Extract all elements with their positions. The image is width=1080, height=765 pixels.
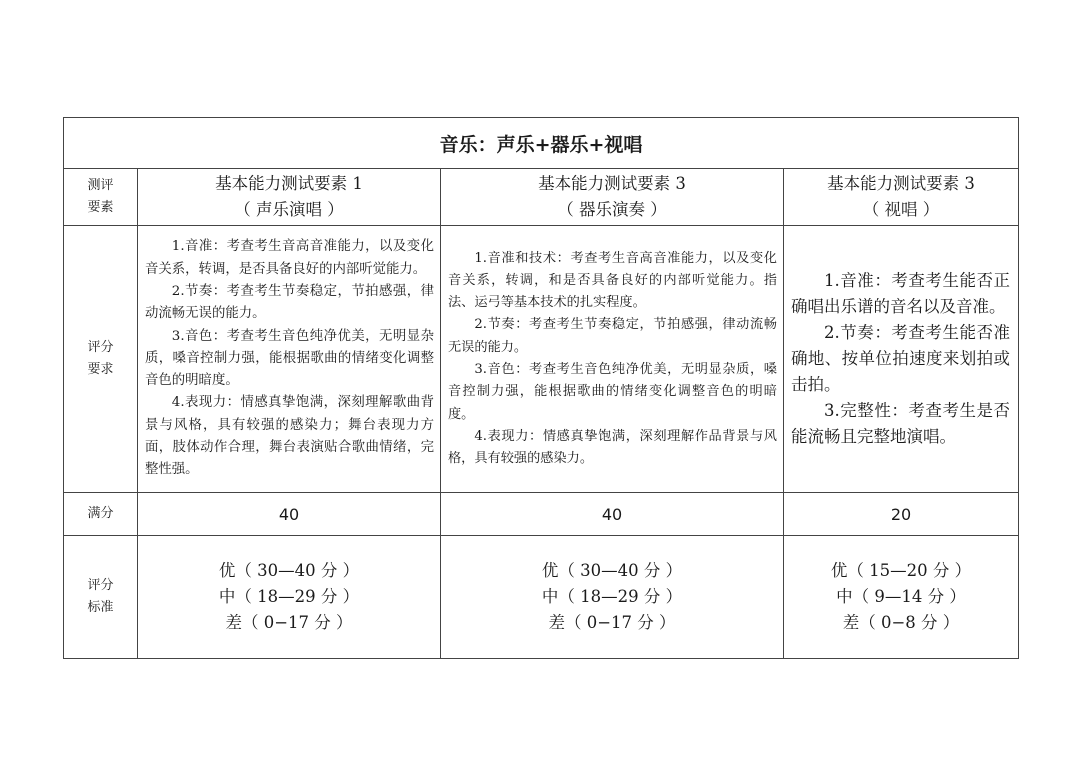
- full-score-vocal: 40: [138, 493, 441, 536]
- grade-excellent: 优（ 30—40 分 ）: [541, 561, 683, 580]
- criterion-rhythm: 2.节奏：考查考生节奏稳定，节拍感强，律动流畅无误的能力。: [145, 283, 434, 322]
- element-label-line2: 要素: [87, 200, 114, 215]
- criterion-timbre: 3.音色：考查考生音色纯净优美，无明显杂质，嗓音控制力强，能根据歌曲的情绪变化调整音色的明暗度。: [145, 328, 434, 389]
- element-row: [64, 169, 1019, 226]
- criterion-rhythm: 2.节奏：考查考生节奏稳定，节拍感强，律动流畅无误的能力。: [448, 317, 777, 355]
- criterion-completeness: 3.完整性：考查考生是否能流畅且完整地演唱。: [791, 401, 1011, 446]
- element-label: [64, 169, 138, 226]
- criteria-instrumental: [441, 226, 784, 493]
- criterion-pitch: 1.音准：考查考生能否正确唱出乐谱的音名以及音准。: [791, 271, 1011, 316]
- criterion-rhythm: 2.节奏：考查考生能否准确地、按单位拍速度来划拍或击拍。: [791, 323, 1011, 394]
- grade-medium: 中（ 9—14 分 ）: [836, 587, 966, 606]
- grade-row: [64, 536, 1019, 659]
- grade-excellent: 优（ 30—40 分 ）: [218, 561, 360, 580]
- table-title: 音乐：声乐+器乐+视唱: [64, 118, 1019, 169]
- criteria-row: [64, 226, 1019, 493]
- criterion-expression: 4.表现力：情感真挚饱满，深刻理解歌曲背景与风格，具有较强的感染力；舞台表现力方面，肢体动作合理，舞台表演贴合歌曲情绪，完整性强。: [145, 395, 434, 478]
- criterion-expression: 4.表现力：情感真挚饱满，深刻理解作品背景与风格，具有较强的感染力。: [448, 428, 777, 467]
- element-label-line1: 测评: [87, 178, 114, 193]
- grade-label: [64, 536, 138, 659]
- grade-medium: 中（ 18—29 分 ）: [541, 587, 683, 606]
- column-header-subtitle: （ 视唱 ）: [862, 200, 940, 219]
- grade-poor: 差（ 0−8 分 ）: [842, 613, 960, 632]
- grade-poor: 差（ 0−17 分 ）: [225, 613, 353, 632]
- score-label: 满分: [64, 493, 138, 536]
- criteria-label: [64, 226, 138, 493]
- criterion-timbre: 3.音色：考查考生音色纯净优美，无明显杂质，嗓音控制力强，能根据歌曲的情绪变化调整音色的明暗度。: [448, 362, 777, 422]
- column-header-title: 基本能力测试要素 3: [827, 174, 975, 193]
- grade-poor: 差（ 0−17 分 ）: [548, 613, 676, 632]
- column-header-vocal: [138, 169, 441, 226]
- grade-label-line2: 标准: [87, 600, 114, 615]
- grades-vocal: [138, 536, 441, 659]
- score-row: [64, 493, 1019, 536]
- column-header-subtitle: （ 声乐演唱 ）: [234, 200, 344, 219]
- criteria-vocal: [138, 226, 441, 493]
- criterion-pitch: 1.音准：考查考生音高音准能力，以及变化音关系，转调，是否具备良好的内部听觉能力。: [145, 239, 434, 277]
- criteria-label-line1: 评分: [87, 340, 114, 355]
- column-header-subtitle: （ 器乐演奏 ）: [557, 200, 667, 219]
- criteria-sight-singing: [784, 226, 1019, 493]
- title-row: [64, 118, 1019, 169]
- criterion-pitch-technique: 1.音准和技术：考查考生音高音准能力，以及变化音关系，转调，和是否具备良好的内部听觉能力。指法、运弓等基本技术的扎实程度。: [448, 250, 777, 311]
- grades-sight-singing: [784, 536, 1019, 659]
- grade-label-line1: 评分: [87, 578, 114, 593]
- criteria-label-line2: 要求: [87, 362, 114, 377]
- column-header-title: 基本能力测试要素 3: [538, 174, 686, 193]
- grade-excellent: 优（ 15—20 分 ）: [830, 561, 972, 580]
- grades-instrumental: [441, 536, 784, 659]
- grade-medium: 中（ 18—29 分 ）: [218, 587, 360, 606]
- column-header-instrumental: [441, 169, 784, 226]
- column-header-title: 基本能力测试要素 1: [215, 174, 363, 193]
- full-score-sight-singing: 20: [784, 493, 1019, 536]
- full-score-instrumental: 40: [441, 493, 784, 536]
- column-header-sight-singing: [784, 169, 1019, 226]
- scoring-table: [63, 117, 1019, 659]
